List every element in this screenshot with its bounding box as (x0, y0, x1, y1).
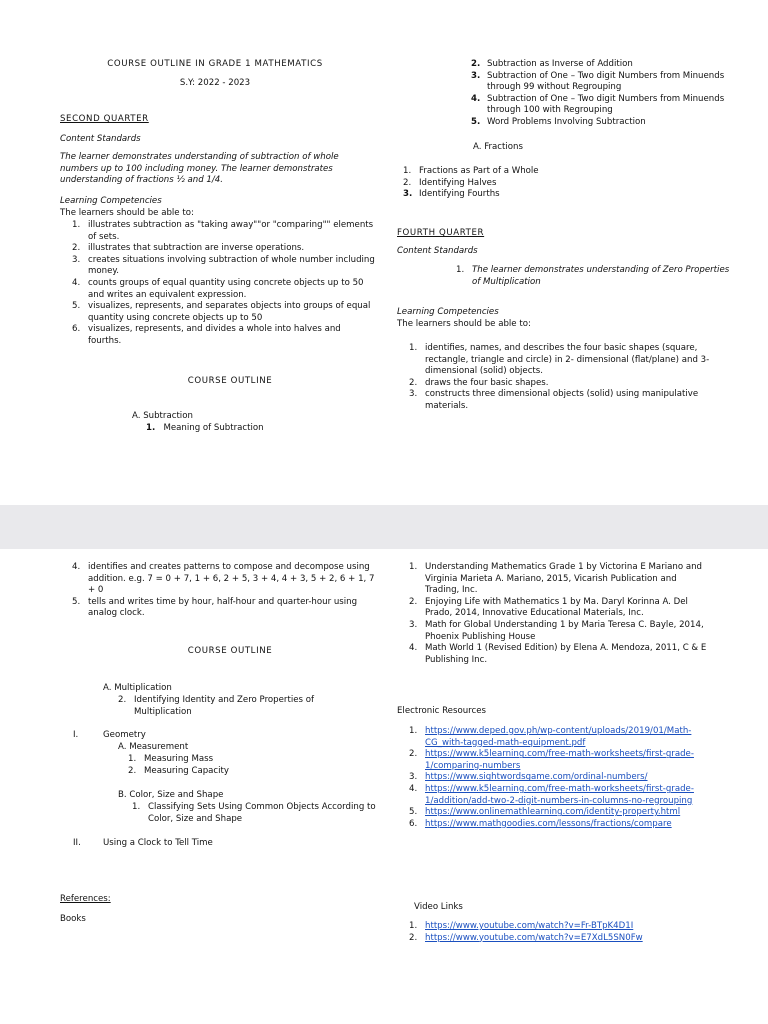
resource-link[interactable]: https://www.mathgoodies.com/lessons/fractions/compare (425, 818, 672, 829)
subtraction-topics-list (465, 59, 725, 129)
list-item: 3. Math for Global Understanding 1 by Maria Teresa C. Bayle, 2014, Phoenix Publishing House (409, 619, 704, 642)
fourth-competencies-intro: The learners should be able to: (397, 319, 531, 329)
outline-fractions: A. Fractions (473, 142, 523, 152)
outline-classifying-sets: 1. Classifying Sets Using Common Objects According to Color, Size and Shape (132, 802, 376, 824)
list-item: 1. Fractions as Part of a Whole (403, 166, 539, 176)
list-item: 2. Measuring Capacity (128, 765, 230, 776)
roman-two: II. (73, 838, 81, 848)
list-item: 1. https://www.deped.gov.ph/wp-content/uploads/2019/01/Math-CG_with-tagged-math-equipment.pdf (409, 726, 692, 748)
content-standard-text: The learner demonstrates understanding of subtraction of whole numbers up to 100 including money. The learner demonstrates understanding of fractions ½ and 1/4. (60, 152, 339, 186)
list-item: 4. Math World 1 (Revised Edition) by Elena A. Mendoza, 2011, C & E Publishing Inc. (409, 643, 707, 665)
list-item: 3. Identifying Fourths (403, 189, 500, 200)
list-item: 4. https://www.k5learning.com/free-math-worksheets/first-grade-1/addition/add-two-2-digit-numbers-in-columns-no-regrouping (409, 783, 694, 806)
course-outline-heading-2: COURSE OUTLINE (187, 646, 273, 656)
list-item: 5. Word Problems Involving Subtraction (471, 116, 646, 127)
fourth-content-standards-label: Content Standards (397, 246, 478, 256)
document-page-2 (0, 549, 768, 1024)
list-item: 2. illustrates that subtraction are inverse operations. (72, 243, 305, 254)
resource-link[interactable]: https://www.k5learning.com/free-math-worksheets/first-grade-1/addition/add-two-2-digit-numbers-in-columns-no-regrouping (425, 783, 694, 806)
list-item: 2. Enjoying Life with Mathematics 1 by Ma. Daryl Korinna A. Del Prado, 2014, Innovative Educational Materials, Inc. (409, 596, 688, 619)
learning-competencies-label: Learning Competencies (60, 196, 162, 206)
list-item: 2. https://www.k5learning.com/free-math-worksheets/first-grade-1/comparing-numbers (409, 749, 694, 771)
books-label: Books (60, 914, 86, 924)
list-item: 2. draws the four basic shapes. (409, 377, 549, 388)
electronic-resources-label: Electronic Resources (397, 706, 486, 716)
document-title: COURSE OUTLINE IN GRADE 1 MATHEMATICS (107, 59, 323, 69)
outline-identity-zero: 2. Identifying Identity and Zero Properties of Multiplication (118, 695, 314, 717)
resource-link[interactable]: https://www.k5learning.com/free-math-worksheets/first-grade-1/comparing-numbers (425, 749, 694, 771)
outline-subtraction: A. Subtraction (132, 411, 193, 421)
fourth-content-standard: 1. The learner demonstrates understanding of Zero Properties of Multiplication (456, 265, 730, 287)
list-item: 1. Understanding Mathematics Grade 1 by Victorina E Mariano and Virginia Marieta A. Mariano, 2015, Vicarish Publication and Trading, Inc. (409, 562, 702, 596)
list-item: 2. Identifying Halves (403, 177, 497, 188)
list-item: 5. https://www.onlinemathlearning.com/identity-property.html (409, 807, 681, 818)
document-page-1 (0, 0, 768, 505)
list-item: 1. illustrates subtraction as "taking away""or "comparing"" elements of sets. (72, 220, 374, 242)
fractions-list (397, 166, 697, 201)
fourth-competency-list (403, 343, 713, 413)
references-label: References: (60, 894, 111, 904)
content-standards-label: Content Standards (60, 134, 141, 144)
list-item: 3. Subtraction of One – Two digit Numbers from Minuends through 99 without Regrouping (471, 70, 725, 93)
books-list (403, 562, 713, 666)
list-item: 1. identifies, names, and describes the four basic shapes (square, rectangle, triangle and circle) in 2- dimensional (flat/plane) and 3-dimensional (solid) objects. (409, 343, 710, 377)
list-item: 5. visualizes, represents, and separates objects into groups of equal quantity using concrete objects up to 50 (72, 301, 371, 323)
list-item: 1. https://www.youtube.com/watch?v=Fr-BTpK4D1I (409, 921, 634, 931)
video-links-label: Video Links (414, 902, 463, 912)
video-link[interactable]: https://www.youtube.com/watch?v=E7XdL5SN0Fw (425, 932, 643, 943)
school-year: S.Y: 2022 - 2023 (179, 78, 251, 88)
list-item: 2. Subtraction as Inverse of Addition (471, 59, 633, 69)
list-item: 4. identifies and creates patterns to compose and decompose using addition. e.g. 7 = 0 + 7, 1 + 6, 2 + 5, 3 + 4, 4 + 3, 5 + 2, 6 + 1, 7 + 0 (72, 562, 375, 596)
list-item: 6. https://www.mathgoodies.com/lessons/fractions/compare (409, 818, 672, 829)
video-links-list (403, 921, 713, 944)
outline-geometry: Geometry (103, 730, 146, 740)
list-item: 3. creates situations involving subtraction of whole number including money. (72, 254, 375, 277)
list-item: 5. tells and writes time by hour, half-hour and quarter-hour using analog clock. (72, 596, 358, 619)
resource-link[interactable]: https://www.sightwordsgame.com/ordinal-numbers/ (425, 772, 648, 783)
list-item: 1. Measuring Mass (128, 754, 214, 764)
competency-list-continued (66, 562, 376, 620)
fourth-learning-competencies-label: Learning Competencies (397, 307, 499, 317)
outline-multiplication: A. Multiplication (103, 683, 172, 693)
list-item: 3. https://www.sightwordsgame.com/ordinal-numbers/ (409, 772, 648, 783)
outline-meaning-of-subtraction: 1. Meaning of Subtraction (146, 423, 264, 433)
outline-clock: Using a Clock to Tell Time (103, 838, 213, 848)
outline-color-size-shape: B. Color, Size and Shape (118, 790, 224, 800)
roman-one: I. (73, 730, 79, 740)
second-quarter-heading: SECOND QUARTER (60, 114, 149, 124)
outline-measurement: A. Measurement (118, 742, 189, 752)
resource-link[interactable]: https://www.onlinemathlearning.com/identity-property.html (425, 807, 681, 818)
electronic-resources-list (403, 726, 713, 830)
competency-list (66, 220, 376, 348)
measurement-list (122, 754, 322, 777)
list-item: 4. Subtraction of One – Two digit Numbers from Minuends through 100 with Regrouping (471, 93, 725, 116)
video-link[interactable]: https://www.youtube.com/watch?v=Fr-BTpK4D1I (425, 921, 634, 931)
list-item: 2. https://www.youtube.com/watch?v=E7XdL5SN0Fw (409, 932, 643, 943)
competencies-intro: The learners should be able to: (60, 208, 194, 218)
course-outline-heading: COURSE OUTLINE (187, 376, 273, 386)
list-item: 4. counts groups of equal quantity using concrete objects up to 50 and writes an equivalent expression. (72, 277, 364, 300)
fourth-quarter-heading: FOURTH QUARTER (397, 228, 485, 238)
list-item: 3. constructs three dimensional objects (solid) using manipulative materials. (409, 389, 699, 411)
resource-link[interactable]: https://www.deped.gov.ph/wp-content/uploads/2019/01/Math-CG_with-tagged-math-equipment.pdf (425, 726, 692, 748)
list-item: 6. visualizes, represents, and divides a whole into halves and fourths. (72, 324, 341, 346)
